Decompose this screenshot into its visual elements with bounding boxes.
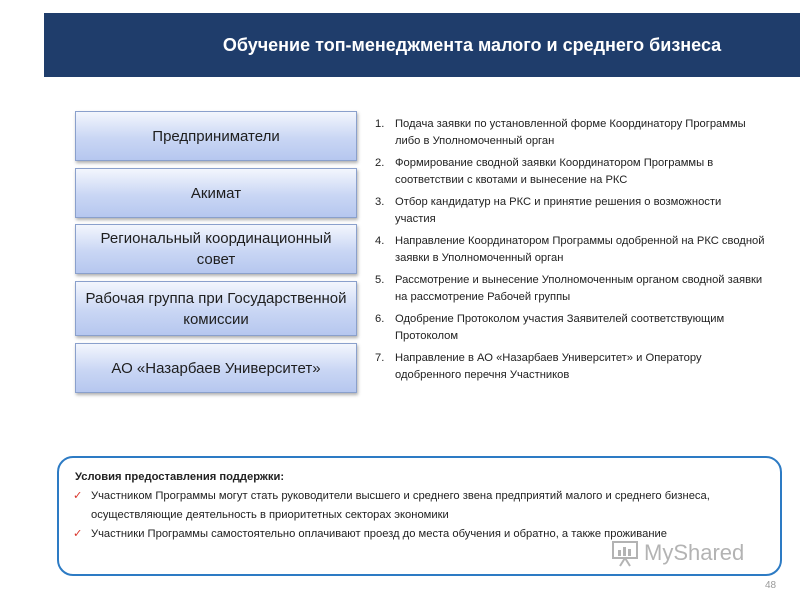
- participant-box-nazarbayev-university: АО «Назарбаев Университет»: [75, 343, 357, 393]
- step-item: [375, 194, 765, 228]
- step-number: 5.: [375, 274, 385, 286]
- step-item: [375, 350, 765, 384]
- step-text: Направление Координатором Программы одобренной на РКС сводной заявки в Уполномоченный орган: [395, 235, 765, 264]
- participant-box-akimat: Акимат: [75, 168, 357, 218]
- condition-item: [73, 487, 764, 525]
- step-item: [375, 272, 765, 306]
- title-bar: [44, 13, 800, 77]
- step-item: [375, 233, 765, 267]
- page-number: 48: [765, 580, 777, 591]
- watermark-text: MyShared: [644, 540, 745, 565]
- step-number: 3.: [375, 196, 385, 208]
- step-item: [375, 311, 765, 345]
- step-number: 6.: [375, 313, 385, 325]
- step-number: 2.: [375, 157, 385, 169]
- step-item: [375, 116, 765, 150]
- conditions-heading: Условия предоставления поддержки:: [75, 471, 285, 483]
- checkmark-icon: ✓: [73, 490, 83, 502]
- step-text: Подача заявки по установленной форме Координатору Программы либо в Уполномоченный орган: [395, 118, 746, 147]
- step-number: 1.: [375, 118, 385, 130]
- step-text: Отбор кандидатур на РКС и принятие решения о возможности участия: [395, 196, 722, 225]
- slide-title: Обучение топ-менеджмента малого и среднего бизнеса: [222, 34, 722, 55]
- presentation-board-icon: [610, 538, 640, 568]
- participant-box-working-group: Рабочая группа при Государственной комиссии: [75, 281, 357, 336]
- steps-list: [375, 116, 765, 389]
- step-text: Одобрение Протоколом участия Заявителей соответствующим Протоколом: [395, 313, 725, 342]
- condition-text: Участники Программы самостоятельно оплачивают проезд до места обучения и обратно, а также проживание: [91, 528, 667, 540]
- checkmark-icon: ✓: [73, 528, 83, 540]
- step-number: 4.: [375, 235, 385, 247]
- step-number: 7.: [375, 352, 385, 364]
- participant-box-entrepreneurs: Предприниматели: [75, 111, 357, 161]
- step-text: Рассмотрение и вынесение Уполномоченным органом сводной заявки на рассмотрение Рабочей группы: [395, 274, 763, 303]
- step-item: [375, 155, 765, 189]
- step-text: Направление в АО «Назарбаев Университет» и Оператору одобренного перечня Участников: [395, 352, 702, 381]
- watermark: [610, 536, 770, 570]
- condition-text: Участником Программы могут стать руководители высшего и среднего звена предприятий малого и среднего бизнеса, осуществляющие деятельность в приоритетных секторах экономики: [91, 490, 710, 521]
- step-text: Формирование сводной заявки Координатором Программы в соответствии с квотами и вынесение на РКС: [395, 157, 714, 186]
- participant-box-regional-council: Региональный координационный совет: [75, 224, 357, 274]
